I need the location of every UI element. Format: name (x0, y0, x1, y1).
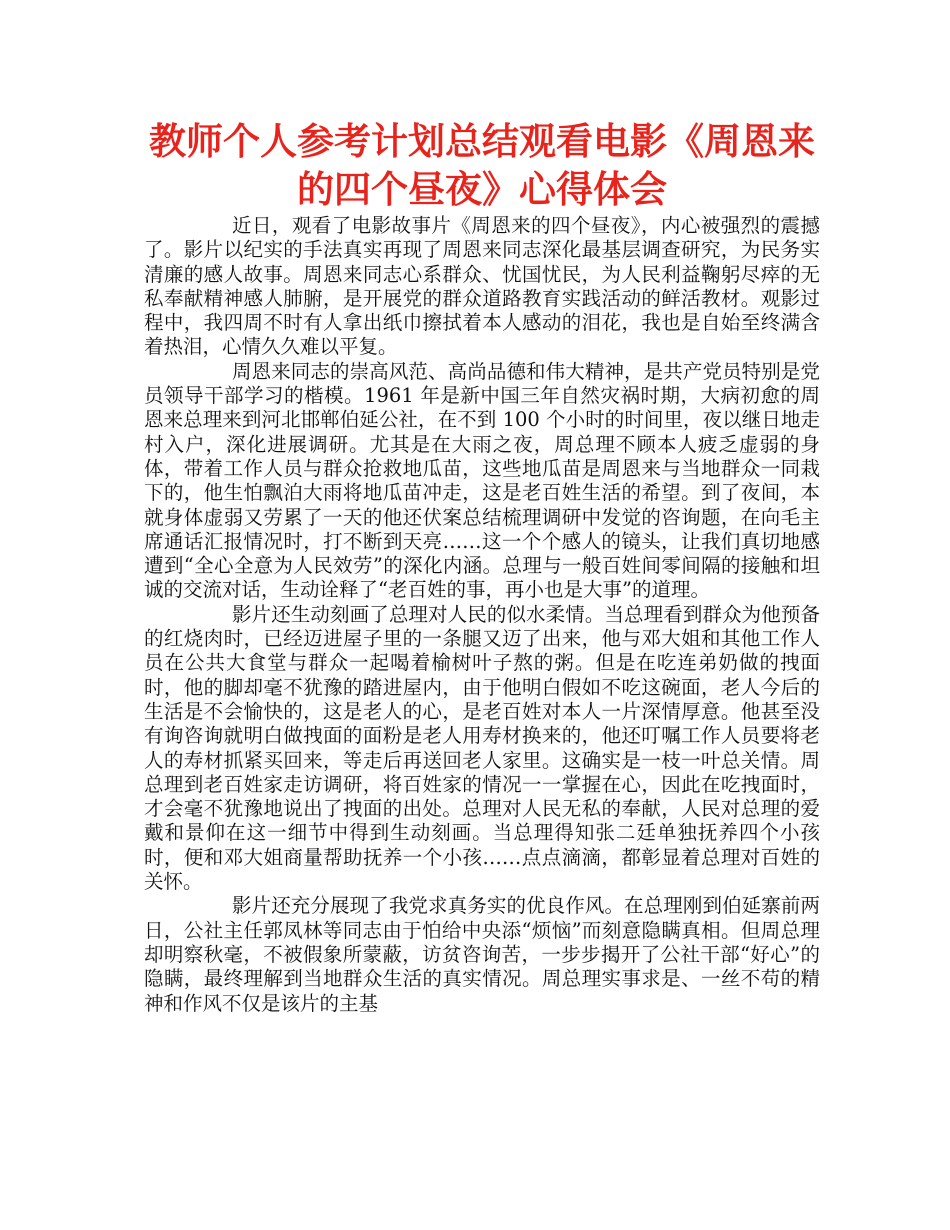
paragraph-2: 周恩来同志的崇高风范、高尚品德和伟大精神，是共产党员特别是党员领导干部学习的楷模。1961 年是新中国三年自然灾祸时期，大病初愈的周恩来总理来到河北邯郸伯延公社，在不到 100 个小时的时间里，夜以继日地走村入户，深化进展调研。尤其是在大雨之夜，周总理不顾本人疲乏虚弱的身体，带着工作人员与群众抢救地瓜苗，这些地瓜苗是周恩来与当地群众一同栽下的，他生怕飘泊大雨将地瓜苗冲走，这是老百姓生活的希望。到了夜间，本就身体虚弱又劳累了一天的他还伏案总结梳理调研中发觉的咨询题，在向毛主席通话汇报情况时，打不断到天亮……这一个个感人的镜头，让我们真切地感遭到“全心全意为人民效劳”的深化内涵。总理与一般百姓间零间隔的接触和坦诚的交流对话，生动诠释了“老百姓的事，再小也是大事”的道理。 (144, 359, 820, 602)
document-page (144, 118, 820, 1016)
document-title (124, 118, 840, 214)
paragraph-4: 影片还充分展现了我党求真务实的优良作风。在总理刚到伯延寨前两日，公社主任郭凤林等同志由于怕给中央添“烦恼”而刻意隐瞒真相。但周总理却明察秋毫，不被假象所蒙蔽，访贫咨询苦，一步步揭开了公社干部“好心”的隐瞒，最终理解到当地群众生活的真实情况。周总理实事求是、一丝不苟的精神和作风不仅是该片的主基 (144, 894, 820, 1015)
title-line-2: 的四个昼夜》心得体会 (297, 168, 667, 211)
title-line-1: 教师个人参考计划总结观看电影《周恩来 (149, 120, 815, 163)
document-body (144, 214, 820, 1016)
paragraph-1: 近日，观看了电影故事片《周恩来的四个昼夜》，内心被强烈的震撼了。影片以纪实的手法真实再现了周恩来同志深化最基层调查研究，为民务实清廉的感人故事。周恩来同志心系群众、忧国忧民，为人民利益鞠躬尽瘁的无私奉献精神感人肺腑，是开展党的群众道路教育实践活动的鲜活教材。观影过程中，我四周不时有人拿出纸巾擦拭着本人感动的泪花，我也是自始至终满含着热泪，心情久久难以平复。 (144, 214, 820, 359)
paragraph-3: 影片还生动刻画了总理对人民的似水柔情。当总理看到群众为他预备的红烧肉时，已经迈进屋子里的一条腿又迈了出来，他与邓大姐和其他工作人员在公共大食堂与群众一起喝着榆树叶子熬的粥。但是在吃连弟奶做的拽面时，他的脚却毫不犹豫的踏进屋内，由于他明白假如不吃这碗面，老人今后的生活是不会愉快的，这是老人的心，是老百姓对本人一片深情厚意。他甚至没有询咨询就明白做拽面的面粉是老人用寿材换来的，他还叮嘱工作人员要将老人的寿材抓紧买回来，等走后再送回老人家里。这确实是一枝一叶总关情。周总理到老百姓家走访调研，将百姓家的情况一一掌握在心，因此在吃拽面时，才会毫不犹豫地说出了拽面的出处。总理对人民无私的奉献，人民对总理的爱戴和景仰在这一细节中得到生动刻画。当总理得知张二廷单独抚养四个小孩时，便和邓大姐商量帮助抚养一个小孩……点点滴滴，都彰显着总理对百姓的关怀。 (144, 602, 820, 894)
